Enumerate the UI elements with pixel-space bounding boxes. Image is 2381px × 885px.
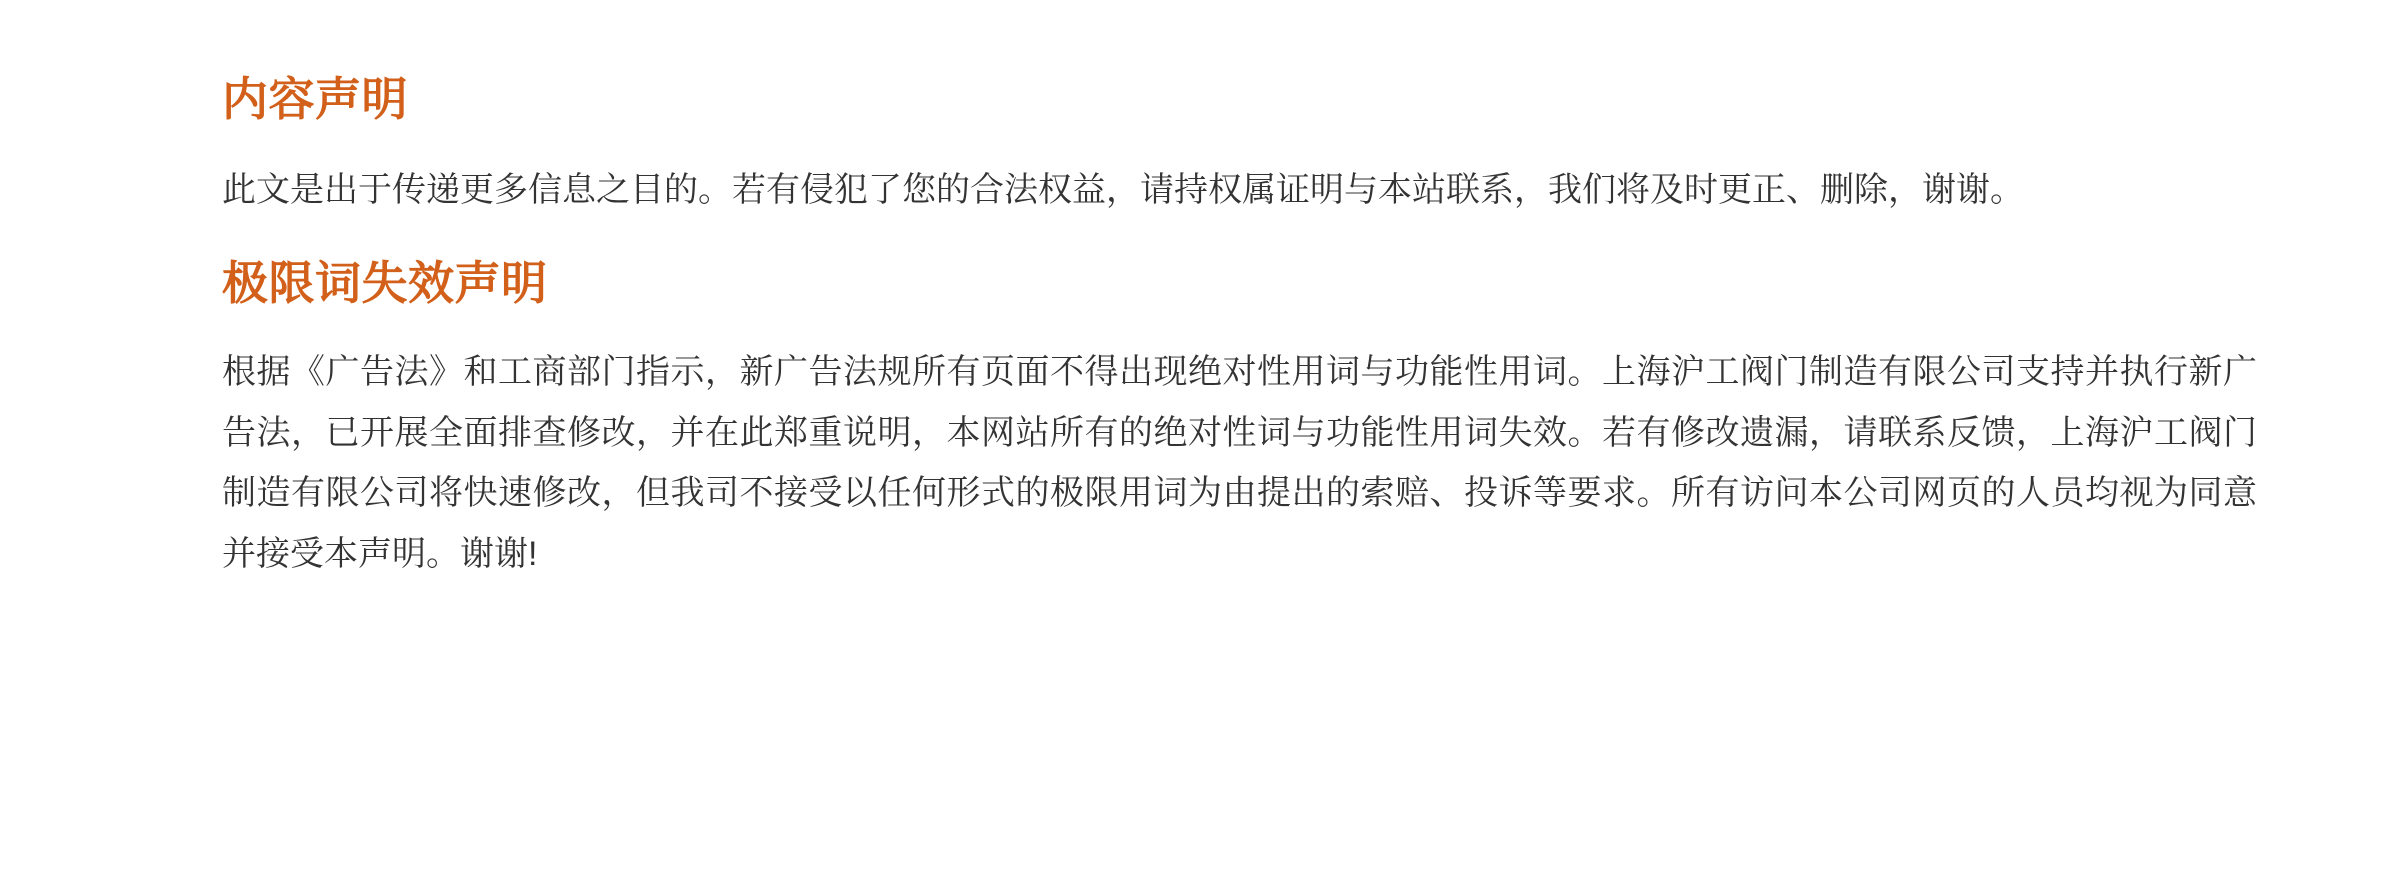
content-statement-heading: 内容声明 (222, 73, 408, 125)
superlative-disclaimer-paragraph: 根据《广告法》和工商部门指示，新广告法规所有页面不得出现绝对性用词与功能性用词。上海沪工阀门制造有限公司支持并执行新广告法，已开展全面排查修改，并在此郑重说明，本网站所有的绝对性词与功能性用词失效。若有修改遗漏，请联系反馈，上海沪工阀门制造有限公司将快速修改，但我司不接受以任何形式的极限用词为由提出的索赔、投诉等要求。所有访问本公司网页的人员均视为同意并接受本声明。谢谢! (222, 353, 2257, 573)
section-content-statement (222, 70, 2261, 220)
superlative-disclaimer-heading: 极限词失效声明 (222, 257, 548, 310)
section-superlative-disclaimer (222, 254, 2261, 584)
content-statement-paragraph: 此文是出于传递更多信息之目的。若有侵犯了您的合法权益，请持权属证明与本站联系，我们将及时更正、删除，谢谢。 (222, 170, 2024, 209)
